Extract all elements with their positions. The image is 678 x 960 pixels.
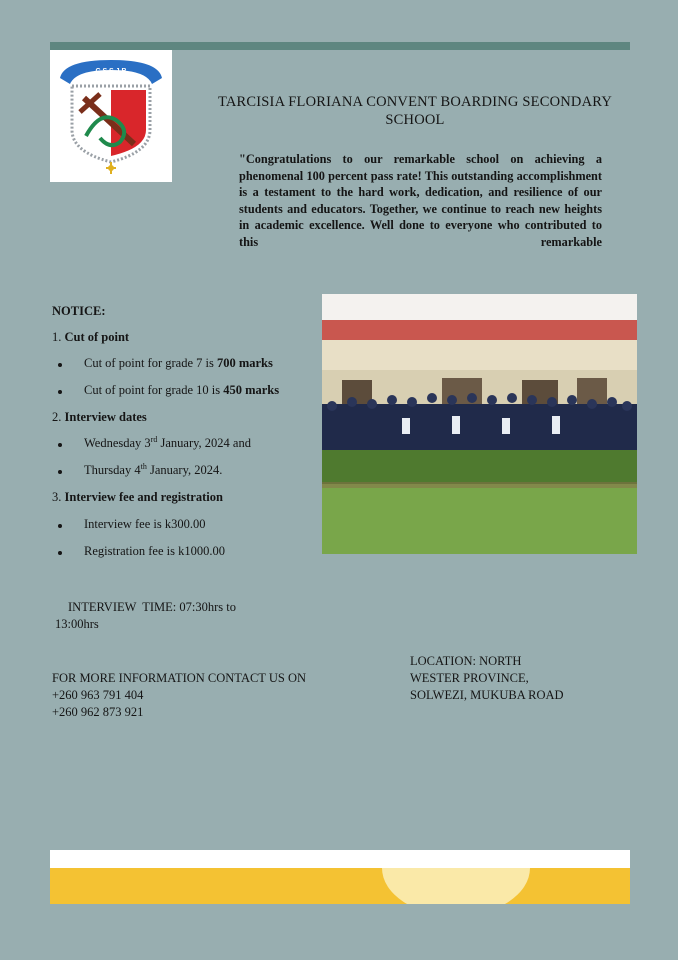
students-group-photo [322,294,637,554]
footer-yellow-band [50,868,630,904]
top-accent-bar [50,42,630,50]
interview-fee-text: Interview fee is k300.00 [84,517,206,531]
cut-grade10-marks: 450 marks [223,383,280,397]
bullet-icon [58,390,62,394]
school-title: TARCISIA FLORIANA CONVENT BOARDING SECONDARY SCHOOL [217,94,613,128]
cut-grade7-text: Cut of point for grade 7 is [84,356,217,370]
phone-number-1: +260 963 791 404 [52,688,144,702]
footer-white-band [50,850,630,868]
interview-time-line1: INTERVIEW TIME: 07:30hrs to [68,600,236,614]
date1-rest: January, 2024 and [157,436,251,450]
bullet-icon [58,470,62,474]
congratulations-message: "Congratulations to our remarkable school on achieving a phenomenal 100 percent pass rate! This outstanding accomplishment is a testament to the hard work, dedication, and resilience of our students and educators. Together, we continue to reach new heights in academic excellence. Well done to everyone who contributed to this remarkable [239,152,602,249]
location-line2: WESTER PROVINCE, [410,671,529,685]
bullet-icon [58,524,62,528]
bullet-icon [58,551,62,555]
phone-number-2: +260 962 873 921 [52,705,144,719]
section-cut-of-point [52,330,129,345]
date2-rest: January, 2024. [146,463,223,477]
logo-letters: C S S J B [95,68,127,75]
cut-grade7-marks: 700 marks [216,356,273,370]
contact-heading: FOR MORE INFORMATION CONTACT US ON [52,671,307,685]
section-title: Interview dates [64,410,147,424]
section-number: 2. [52,410,62,424]
bullet-icon [58,363,62,367]
section-number: 1. [52,330,62,344]
date2-suffix: th [140,461,147,471]
interview-time [55,599,298,633]
location-line3: SOLWEZI, MUKUBA ROAD [410,688,564,702]
contact-info [52,670,306,721]
section-title: Interview fee and registration [64,490,223,504]
section-number: 3. [52,490,62,504]
location-line1: LOCATION: NORTH [410,654,522,668]
section-title: Cut of point [64,330,130,344]
section-interview-dates [52,410,147,425]
registration-fee-text: Registration fee is k1000.00 [84,544,225,558]
location-info [410,653,630,704]
date1-day: Wednesday 3 [84,436,151,450]
date2-day: Thursday 4 [84,463,141,477]
sun-shape [382,868,530,904]
date1-suffix: rd [150,434,158,444]
notice-heading: NOTICE: [52,304,106,318]
cut-grade10-text: Cut of point for grade 10 is [84,383,224,397]
bullet-icon [58,443,62,447]
section-interview-fee [52,490,223,505]
interview-time-line2: 13:00hrs [55,617,99,631]
school-crest-logo [50,50,172,182]
